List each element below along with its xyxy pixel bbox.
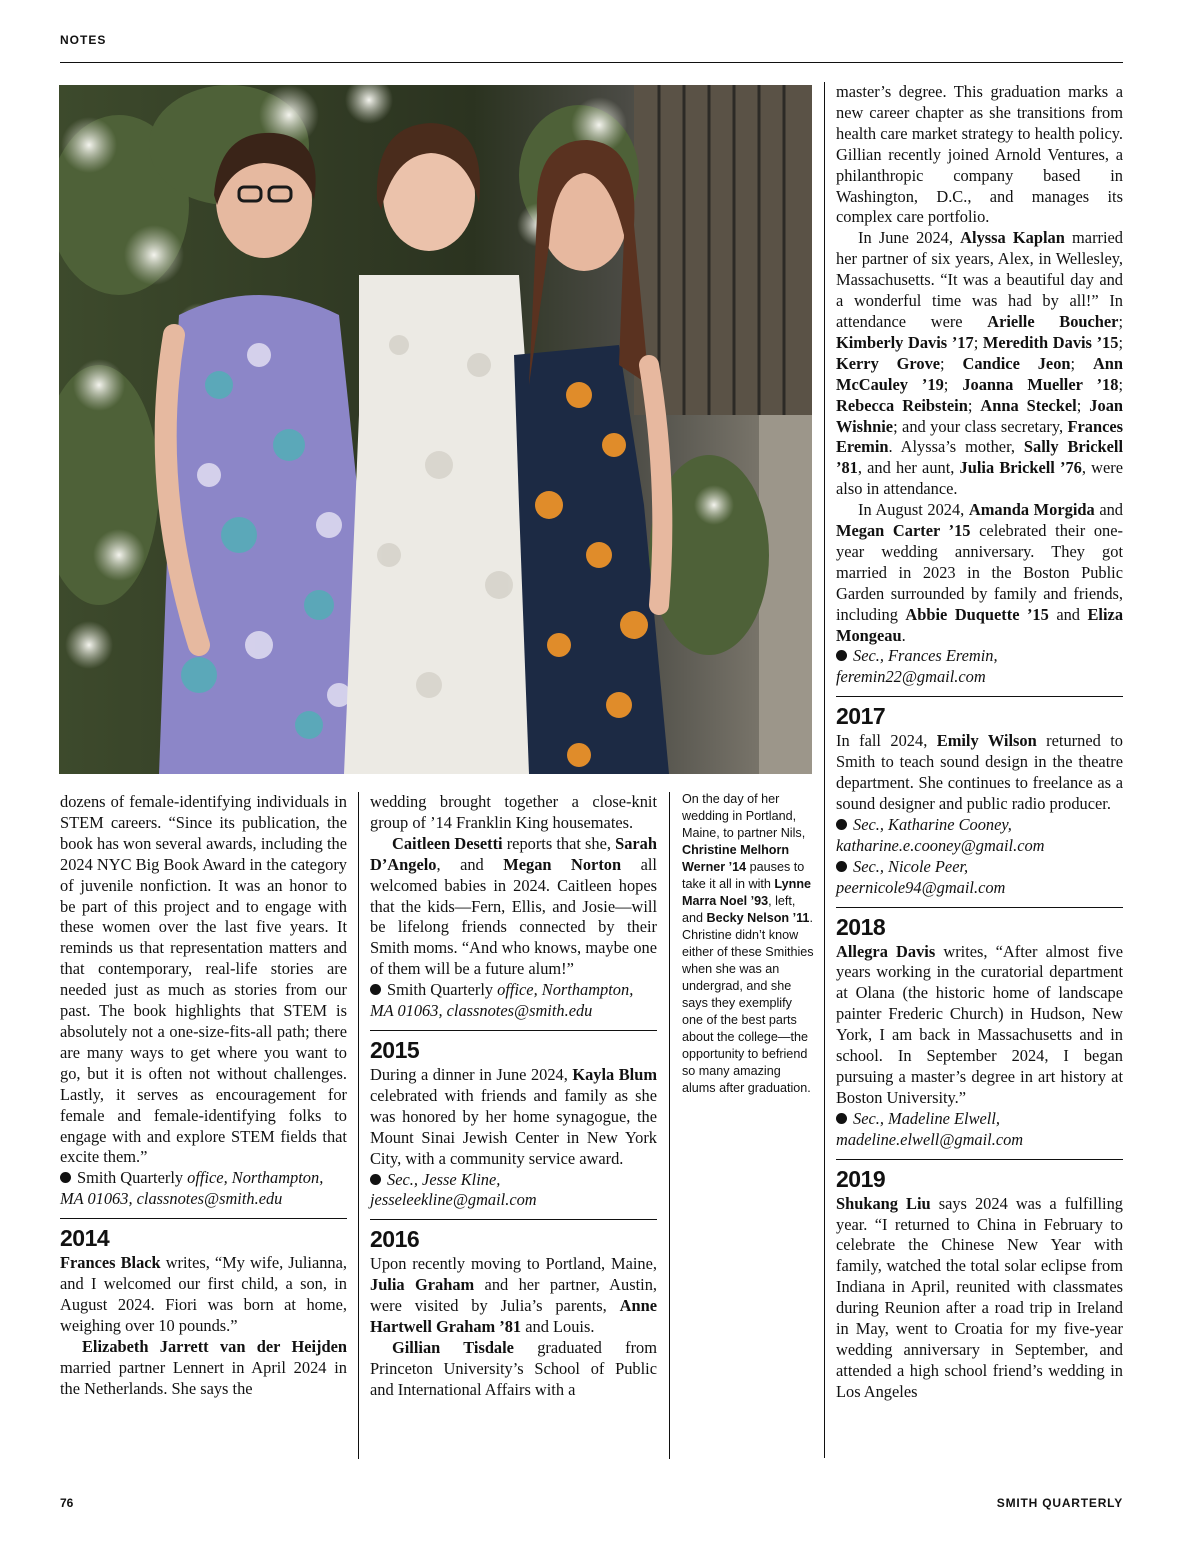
col4-signature-4: Sec., Madeline Elwell, madeline.elwell@gmail.com [836,1108,1024,1149]
section-label: NOTES [60,33,107,47]
section-rule [836,907,1123,908]
page-number: 76 [60,1496,74,1510]
col2-signature-1: Smith Quarterly office, Northampton, MA 01063, classnotes@smith.edu [370,980,634,1021]
col2-paragraph-4: Upon recently moving to Portland, Maine, Julia Graham and her partner, Austin, were visited by Julia’s parents, Anne Hartwell Graham ’81 and Louis. [370,1254,657,1337]
section-rule [370,1219,657,1220]
publication-name: SMITH QUARTERLY [996,1496,1123,1510]
section-rule [836,1159,1123,1160]
year-heading-2017: 2017 [836,703,886,730]
col2-paragraph-5: Gillian Tisdale graduated from Princeton University’s School of Public and International Affairs with a [370,1337,657,1399]
col4-paragraph-4: In fall 2024, Emily Wilson returned to Smith to teach sound design in the theatre department. She continues to freelance as a sound designer and public radio producer. [836,731,1123,813]
section-rule [60,1218,347,1219]
bullet-dot-icon [370,984,381,995]
column-divider [358,792,359,1459]
bullet-dot-icon [60,1172,71,1183]
col1-paragraph-1: dozens of female-identifying individuals in STEM careers. “Since its publication, the book has won several awards, including the 2024 NYC Big Book Award in the category of juvenile nonfiction. It was an honor to be part of this project and to engage with these women over the last five years. It reminds us that representation matters and that contemporary, real-life stories are needed just as much as stories from our past. The book highlights that STEM is absolutely not a one-size-fits-all path; there are many ways to get where you want to go, but it is often not without challenges. Lastly, it serves as encouragement for female and female-identifying folks to engage with and explore STEM fields that excite them.” [60,792,347,1167]
col1-signature: Smith Quarterly office, Northampton, MA 01063, classnotes@smith.edu [60,1168,324,1209]
photo-caption: On the day of her wedding in Portland, Maine, to partner Nils, Christine Melhorn Werner ’14 pauses to take it all in with Lynne Marra Noel ’93, left, and Becky Nelson ’11. Christine didn’t know either of these Smithies when she was an undergrad, and she says they exemplify one of the best parts about the college—the opportunity to befriend so many amazing alums after graduation. [682,792,814,1095]
col1-paragraph-3: Elizabeth Jarrett van der Heijden married partner Lennert in April 2024 in the Netherlands. She says the [60,1336,347,1398]
bullet-dot-icon [836,650,847,661]
bullet-dot-icon [370,1174,381,1185]
col4-paragraph-1: master’s degree. This graduation marks a new career chapter as she transitions from health care market strategy to health policy. Gillian recently joined Arnold Ventures, a philanthropic company based in Washington, D.C., and manages its complex care portfolio. [836,82,1123,227]
col2-signature-2: Sec., Jesse Kline, jesseleekline@gmail.com [370,1169,537,1210]
section-rule [370,1030,657,1031]
col4-signature-3: Sec., Nicole Peer, peernicole94@gmail.com [836,856,1006,897]
col4-signature-2: Sec., Katharine Cooney, katharine.e.cooney@gmail.com [836,814,1045,855]
col4-paragraph-6: Shukang Liu says 2024 was a fulfilling year. “I returned to China in February to celebrate the Chinese New Year with family, watched the total solar eclipse from Indiana in April, reunited with classmates during Reunion after a road trip in Ireland in May, went to Croatia for my five-year wedding anniversary in September, and attended a high school friend’s wedding in Los Angeles [836,1193,1123,1401]
col4-signature-1: Sec., Frances Eremin, feremin22@gmail.com [836,646,998,687]
year-heading-2018: 2018 [836,913,886,940]
column-1 [60,792,347,1399]
col2-paragraph-3: During a dinner in June 2024, Kayla Blum celebrated with friends and family as she was honored by her home synagogue, the Mount Sinai Jewish Center in New York City, with a community service award. [370,1064,658,1168]
wedding-photo [59,85,812,774]
column-divider [669,792,670,1459]
year-heading-2019: 2019 [836,1165,886,1192]
col2-paragraph-1: wedding brought together a close-knit group of ’14 Franklin King housemates. [370,792,657,832]
year-heading-2016: 2016 [370,1226,420,1253]
column-divider [824,82,825,1458]
column-2 [370,792,657,1401]
bullet-dot-icon [836,1113,847,1124]
year-heading-2014: 2014 [60,1225,110,1252]
col1-paragraph-2: Frances Black writes, “My wife, Julianna, and I welcomed our first child, a son, in August 2024. Fiori was born at home, weighing over 10 pounds.” [60,1253,347,1335]
header-rule [60,62,1123,63]
section-rule [836,696,1123,697]
bullet-dot-icon [836,861,847,872]
wedding-photo-icon [59,85,812,774]
col4-paragraph-5: Allegra Davis writes, “After almost five years working in the curatorial department at Olana (the historic home of landscape painter Frederic Church) in Hudson, New York, I am back in Massachusetts and in school. In September 2024, I began pursuing a master’s degree in art history at Boston University.” [836,941,1123,1107]
col2-paragraph-2: Caitleen Desetti reports that she, Sarah D’Angelo, and Megan Norton all welcomed babies in 2024. Caitleen hopes that the kids—Fern, Ellis, and Josie—will be lifelong friends connected by their Smith moms. “And who knows, maybe one of them will be a future alum!” [370,833,657,979]
col4-paragraph-3: In August 2024, Amanda Morgida and Megan Carter ’15 celebrated their one-year wedding anniversary. They got married in 2023 in the Boston Public Garden surrounded by family and friends, including Abbie Duquette ’15 and Eliza Mongeau. [836,500,1124,645]
col4-paragraph-2: In June 2024, Alyssa Kaplan married her partner of six years, Alex, in Wellesley, Massachusetts. “It was a beautiful day and a wonderful time was had by all!” In attendance were Arielle Boucher; Kimberly Davis ’17; Meredith Davis ’15; Kerry Grove; Candice Jeon; Ann McCauley ’19; Joanna Mueller ’18; Rebecca Reibstein; Anna Steckel; Joan Wishnie; and your class secretary, Frances Eremin. Alyssa’s mother, Sally Brickell ’81, and her aunt, Julia Brickell ’76, were also in attendance. [836,228,1124,499]
bullet-dot-icon [836,819,847,830]
year-heading-2015: 2015 [370,1036,420,1063]
column-4 [836,82,1123,1403]
